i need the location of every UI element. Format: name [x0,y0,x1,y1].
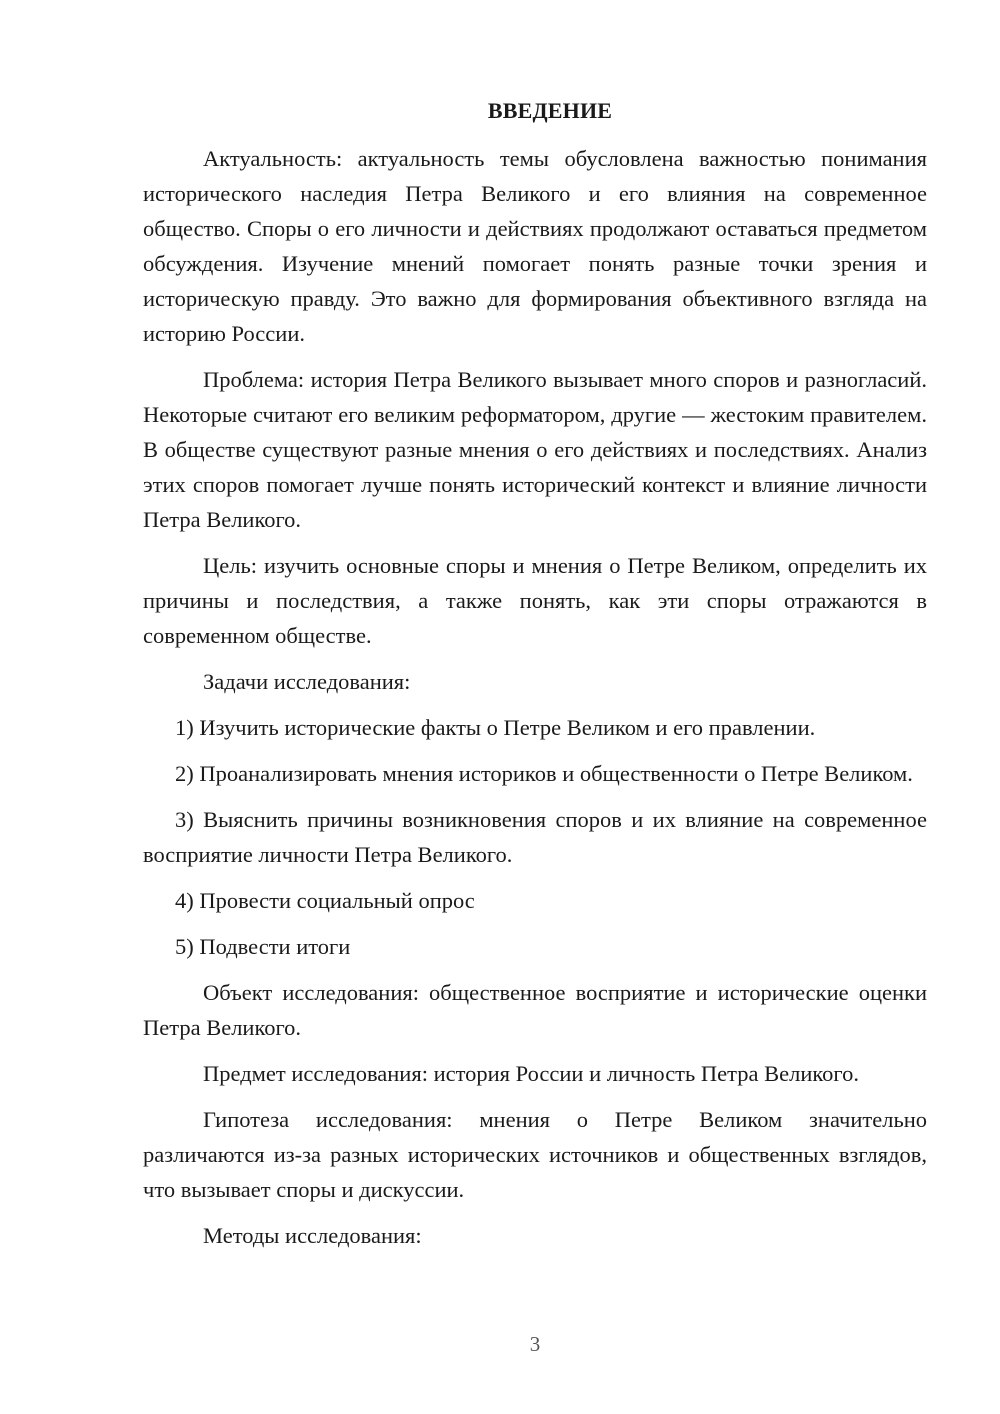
paragraph-methods-heading: Методы исследования: [203,1223,422,1248]
paragraph-hypothesis: Гипотеза исследования: мнения о Петре Великом значительно различаются из-за разных исторических источников и общественных взглядов, что вызывает споры и дискуссии. [143,1107,927,1202]
task-item-1: 1) Изучить исторические факты о Петре Великом и его правлении. [175,715,816,740]
paragraph-object: Объект исследования: общественное восприятие и исторические оценки Петра Великого. [143,980,927,1040]
task-item-5: 5) Подвести итоги [175,934,351,959]
paragraph-subject: Предмет исследования: история России и личность Петра Великого. [203,1061,859,1086]
task-item-3: 3) Выяснить причины возникновения споров и их влияние на современное восприятие личности Петра Великого. [143,807,927,867]
page-number: 3 [529,1332,541,1356]
task-item-2: 2) Проанализировать мнения историков и общественности о Петре Великом. [175,761,913,786]
section-title: ВВЕДЕНИЕ [487,98,613,123]
paragraph-relevance: Актуальность: актуальность темы обусловлена важностью понимания исторического наследия Петра Великого и его влияния на современное общество. Споры о его личности и действиях продолжают оставаться предметом обсуждения. Изучение мнений помогает понять разные точки зрения и историческую правду. Это важно для формирования объективного взгляда на историю России. [143,146,927,346]
paragraph-goal: Цель: изучить основные споры и мнения о Петре Великом, определить их причины и последствия, а также понять, как эти споры отражаются в современном обществе. [143,553,927,648]
task-item-4: 4) Провести социальный опрос [175,888,475,913]
paragraph-problem: Проблема: история Петра Великого вызывает много споров и разногласий. Некоторые считают его великим реформатором, другие — жестоким правителем. В обществе существуют разные мнения о его действиях и последствиях. Анализ этих споров помогает лучше понять исторический контекст и влияние личности Петра Великого. [143,367,927,532]
paragraph-tasks-heading: Задачи исследования: [203,669,411,694]
page-body [143,95,927,1264]
